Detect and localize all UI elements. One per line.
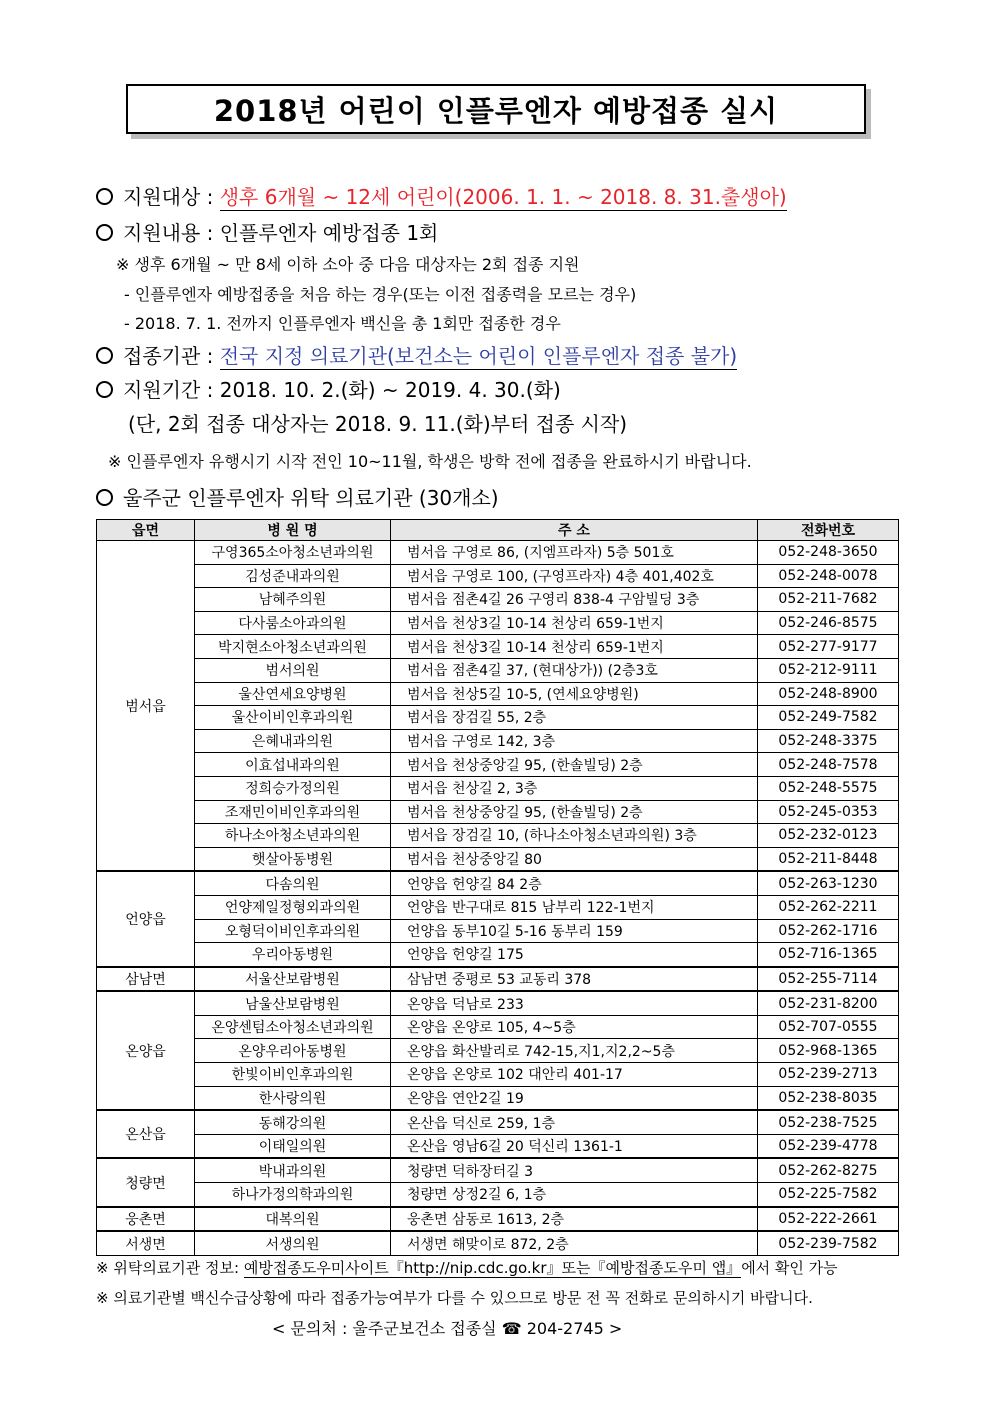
address-cell: 온양읍 온양로 105, 4~5층 xyxy=(391,1015,758,1039)
phone-cell: 052-246-8575 xyxy=(758,611,899,635)
hospital-name-cell: 울산연세요양병원 xyxy=(195,682,391,706)
header-phone: 전화번호 xyxy=(758,520,899,541)
content-value: 인플루엔자 예방접종 1회 xyxy=(219,221,439,245)
table-row xyxy=(97,800,899,824)
footer-info xyxy=(96,1257,838,1278)
table-row xyxy=(97,706,899,730)
info-period xyxy=(96,374,561,403)
area-cell: 온양읍 xyxy=(97,991,195,1110)
hospital-name-cell: 다솜의원 xyxy=(195,871,391,895)
address-cell: 청량면 덕하장터길 3 xyxy=(391,1158,758,1182)
list-heading xyxy=(96,482,499,511)
address-cell: 범서읍 천상3길 10-14 천상리 659-1번지 xyxy=(391,635,758,659)
period-label: 지원기간 : xyxy=(123,378,220,402)
footer-info-suffix: 에서 확인 가능 xyxy=(741,1259,838,1277)
phone-cell: 052-239-4778 xyxy=(758,1134,899,1158)
address-cell: 온산읍 덕신로 259, 1층 xyxy=(391,1110,758,1134)
hospital-name-cell: 서생의원 xyxy=(195,1231,391,1255)
table-row xyxy=(97,1183,899,1207)
phone-cell: 052-707-0555 xyxy=(758,1015,899,1039)
hospital-name-cell: 정희승가정의원 xyxy=(195,776,391,800)
table-row xyxy=(97,588,899,612)
circle-bullet-icon xyxy=(96,381,113,398)
table-row xyxy=(97,1231,899,1255)
hospital-name-cell: 오형덕이비인후과의원 xyxy=(195,919,391,943)
phone-cell: 052-262-1716 xyxy=(758,919,899,943)
table-row xyxy=(97,871,899,895)
footer-info-link: 예방접종도우미사이트『http://nip.cdc.go.kr』또는『예방접종도우미 앱』 xyxy=(243,1259,742,1277)
address-cell: 언양읍 헌양길 175 xyxy=(391,943,758,967)
area-cell: 웅촌면 xyxy=(97,1207,195,1232)
phone-cell: 052-212-9111 xyxy=(758,658,899,682)
address-cell: 웅촌면 삼동로 1613, 2층 xyxy=(391,1207,758,1232)
phone-cell: 052-248-7578 xyxy=(758,753,899,777)
info-target xyxy=(96,181,787,210)
table-row xyxy=(97,943,899,967)
table-row xyxy=(97,611,899,635)
table-row xyxy=(97,895,899,919)
address-cell: 범서읍 천상중앙길 95, (한솔빌딩) 2층 xyxy=(391,800,758,824)
table-row xyxy=(97,991,899,1015)
address-cell: 삼남면 중평로 53 교동리 378 xyxy=(391,967,758,992)
address-cell: 범서읍 천상중앙길 95, (한솔빌딩) 2층 xyxy=(391,753,758,777)
note-case2: - 2018. 7. 1. 전까지 인플루엔자 백신을 총 1회만 접종한 경우 xyxy=(124,314,561,333)
hospital-name-cell: 우리아동병원 xyxy=(195,943,391,967)
header-area: 읍면 xyxy=(97,520,195,541)
hospital-name-cell: 온양센텀소아청소년과의원 xyxy=(195,1015,391,1039)
table-row xyxy=(97,1039,899,1063)
circle-bullet-icon xyxy=(96,188,113,205)
note-case1: - 인플루엔자 예방접종을 처음 하는 경우(또는 이전 접종력을 모르는 경우) xyxy=(124,285,637,304)
footer-info-prefix: ※ 위탁의료기관 정보: xyxy=(96,1259,244,1277)
table-row xyxy=(97,919,899,943)
info-content xyxy=(96,217,438,246)
address-cell: 언양읍 동부10길 5-16 동부리 159 xyxy=(391,919,758,943)
address-cell: 범서읍 구영로 142, 3층 xyxy=(391,729,758,753)
address-cell: 온산읍 영남6길 20 덕신리 1361-1 xyxy=(391,1134,758,1158)
hospital-name-cell: 조재민이비인후과의원 xyxy=(195,800,391,824)
table-header-row xyxy=(97,520,899,541)
address-cell: 범서읍 천상3길 10-14 천상리 659-1번지 xyxy=(391,611,758,635)
phone-cell: 052-222-2661 xyxy=(758,1207,899,1232)
address-cell: 온양읍 연안2길 19 xyxy=(391,1086,758,1110)
circle-bullet-icon xyxy=(96,489,113,506)
hospital-name-cell: 박내과의원 xyxy=(195,1158,391,1182)
hospital-name-cell: 하나가정의학과의원 xyxy=(195,1183,391,1207)
hospital-name-cell: 다사룸소아과의원 xyxy=(195,611,391,635)
hospital-name-cell: 서울산보람병원 xyxy=(195,967,391,992)
table-row xyxy=(97,564,899,588)
table-row xyxy=(97,967,899,992)
phone-cell: 052-211-7682 xyxy=(758,588,899,612)
table-row xyxy=(97,729,899,753)
hospital-name-cell: 동해강의원 xyxy=(195,1110,391,1134)
phone-cell: 052-262-2211 xyxy=(758,895,899,919)
hospital-name-cell: 언양제일정형외과의원 xyxy=(195,895,391,919)
phone-cell: 052-248-3650 xyxy=(758,541,899,565)
address-cell: 청량면 상정2길 6, 1층 xyxy=(391,1183,758,1207)
hospital-name-cell: 한사랑의원 xyxy=(195,1086,391,1110)
inst-value: 전국 지정 의료기관(보건소는 어린이 인플루엔자 접종 불가) xyxy=(219,344,738,368)
address-cell: 언양읍 헌양길 84 2층 xyxy=(391,871,758,895)
phone-cell: 052-248-3375 xyxy=(758,729,899,753)
table-row xyxy=(97,753,899,777)
table-row xyxy=(97,1086,899,1110)
circle-bullet-icon xyxy=(96,347,113,364)
address-cell: 범서읍 천상길 2, 3층 xyxy=(391,776,758,800)
address-cell: 서생면 해맞이로 872, 2층 xyxy=(391,1231,758,1255)
area-cell: 온산읍 xyxy=(97,1110,195,1158)
footer-stock-note: ※ 의료기관별 백신수급상황에 따라 접종가능여부가 다를 수 있으므로 방문 전 꼭 전화로 문의하시기 바랍니다. xyxy=(96,1289,813,1307)
season-note: ※ 인플루엔자 유행시기 시작 전인 10~11월, 학생은 방학 전에 접종을 완료하시기 바랍니다. xyxy=(108,452,752,471)
area-cell: 서생면 xyxy=(97,1231,195,1255)
inst-label: 접종기관 : xyxy=(123,344,220,368)
table-row xyxy=(97,1134,899,1158)
hospital-name-cell: 은혜내과의원 xyxy=(195,729,391,753)
hospital-name-cell: 울산이비인후과의원 xyxy=(195,706,391,730)
hospital-table xyxy=(96,519,899,1256)
address-cell: 범서읍 구영로 86, (지엠프라자) 5층 501호 xyxy=(391,541,758,565)
table-row xyxy=(97,1110,899,1134)
table-row xyxy=(97,824,899,848)
phone-cell: 052-238-8035 xyxy=(758,1086,899,1110)
hospital-name-cell: 범서의원 xyxy=(195,658,391,682)
phone-cell: 052-968-1365 xyxy=(758,1039,899,1063)
phone-cell: 052-277-9177 xyxy=(758,635,899,659)
table-row xyxy=(97,682,899,706)
table-row xyxy=(97,776,899,800)
target-value: 생후 6개월 ~ 12세 어린이(2006. 1. 1. ~ 2018. 8. 31.출생아) xyxy=(219,185,787,209)
address-cell: 범서읍 장검길 55, 2층 xyxy=(391,706,758,730)
area-cell: 청량면 xyxy=(97,1158,195,1206)
list-title: 울주군 인플루엔자 위탁 의료기관 (30개소) xyxy=(123,486,499,510)
area-cell: 삼남면 xyxy=(97,967,195,992)
target-label: 지원대상 : xyxy=(123,185,220,209)
table-row xyxy=(97,847,899,871)
address-cell: 온양읍 온양로 102 대안리 401-17 xyxy=(391,1063,758,1087)
phone-cell: 052-249-7582 xyxy=(758,706,899,730)
title-banner xyxy=(126,84,866,134)
phone-cell: 052-239-2713 xyxy=(758,1063,899,1087)
hospital-name-cell: 한빛이비인후과의원 xyxy=(195,1063,391,1087)
address-cell: 범서읍 천상5길 10-5, (연세요양병원) xyxy=(391,682,758,706)
page-title: 2018년 어린이 인플루엔자 예방접종 실시 xyxy=(126,84,866,134)
hospital-name-cell: 이태일의원 xyxy=(195,1134,391,1158)
address-cell: 범서읍 구영로 100, (구영프라자) 4층 401,402호 xyxy=(391,564,758,588)
phone-cell: 052-232-0123 xyxy=(758,824,899,848)
address-cell: 온양읍 화산발리로 742-15,지1,지2,2~5층 xyxy=(391,1039,758,1063)
phone-cell: 052-248-5575 xyxy=(758,776,899,800)
phone-cell: 052-248-0078 xyxy=(758,564,899,588)
hospital-name-cell: 온양우리아동병원 xyxy=(195,1039,391,1063)
hospital-name-cell: 남울산보람병원 xyxy=(195,991,391,1015)
hospital-name-cell: 구영365소아청소년과의원 xyxy=(195,541,391,565)
period-value: 2018. 10. 2.(화) ~ 2019. 4. 30.(화) xyxy=(219,378,561,402)
table-row xyxy=(97,658,899,682)
phone-cell: 052-245-0353 xyxy=(758,800,899,824)
hospital-name-cell: 하나소아청소년과의원 xyxy=(195,824,391,848)
address-cell: 범서읍 점촌4길 37, (현대상가)) (2층3호 xyxy=(391,658,758,682)
phone-cell: 052-231-8200 xyxy=(758,991,899,1015)
table-body xyxy=(97,541,899,1256)
hospital-name-cell: 이효섭내과의원 xyxy=(195,753,391,777)
phone-cell: 052-211-8448 xyxy=(758,847,899,871)
phone-cell: 052-716-1365 xyxy=(758,943,899,967)
header-name: 병 원 명 xyxy=(195,520,391,541)
phone-cell: 052-225-7582 xyxy=(758,1183,899,1207)
address-cell: 범서읍 천상중앙길 80 xyxy=(391,847,758,871)
circle-bullet-icon xyxy=(96,224,113,241)
address-cell: 온양읍 덕남로 233 xyxy=(391,991,758,1015)
hospital-name-cell: 남혜주의원 xyxy=(195,588,391,612)
table-row xyxy=(97,635,899,659)
note-twice: ※ 생후 6개월 ~ 만 8세 이하 소아 중 다음 대상자는 2회 접종 지원 xyxy=(116,255,580,274)
table-row xyxy=(97,1015,899,1039)
address-cell: 언양읍 반구대로 815 남부리 122-1번지 xyxy=(391,895,758,919)
hospital-name-cell: 대복의원 xyxy=(195,1207,391,1232)
phone-cell: 052-238-7525 xyxy=(758,1110,899,1134)
phone-cell: 052-239-7582 xyxy=(758,1231,899,1255)
info-institution xyxy=(96,340,737,369)
phone-cell: 052-248-8900 xyxy=(758,682,899,706)
area-cell: 범서읍 xyxy=(97,541,195,872)
hospital-name-cell: 김성준내과의원 xyxy=(195,564,391,588)
phone-cell: 052-262-8275 xyxy=(758,1158,899,1182)
table-row xyxy=(97,1063,899,1087)
area-cell: 언양읍 xyxy=(97,871,195,966)
table-row xyxy=(97,541,899,565)
period-note: (단, 2회 접종 대상자는 2018. 9. 11.(화)부터 접종 시작) xyxy=(128,412,628,436)
table-row xyxy=(97,1158,899,1182)
address-cell: 범서읍 점촌4길 26 구영리 838-4 구암빌딩 3층 xyxy=(391,588,758,612)
address-cell: 범서읍 장검길 10, (하나소아청소년과의원) 3층 xyxy=(391,824,758,848)
header-address: 주 소 xyxy=(391,520,758,541)
hospital-name-cell: 박지현소아청소년과의원 xyxy=(195,635,391,659)
phone-cell: 052-255-7114 xyxy=(758,967,899,992)
footer-contact: < 문의처 : 울주군보건소 접종실 ☎ 204-2745 > xyxy=(272,1319,623,1338)
table-row xyxy=(97,1207,899,1232)
phone-cell: 052-263-1230 xyxy=(758,871,899,895)
hospital-name-cell: 햇살아동병원 xyxy=(195,847,391,871)
content-label: 지원내용 : xyxy=(123,221,220,245)
